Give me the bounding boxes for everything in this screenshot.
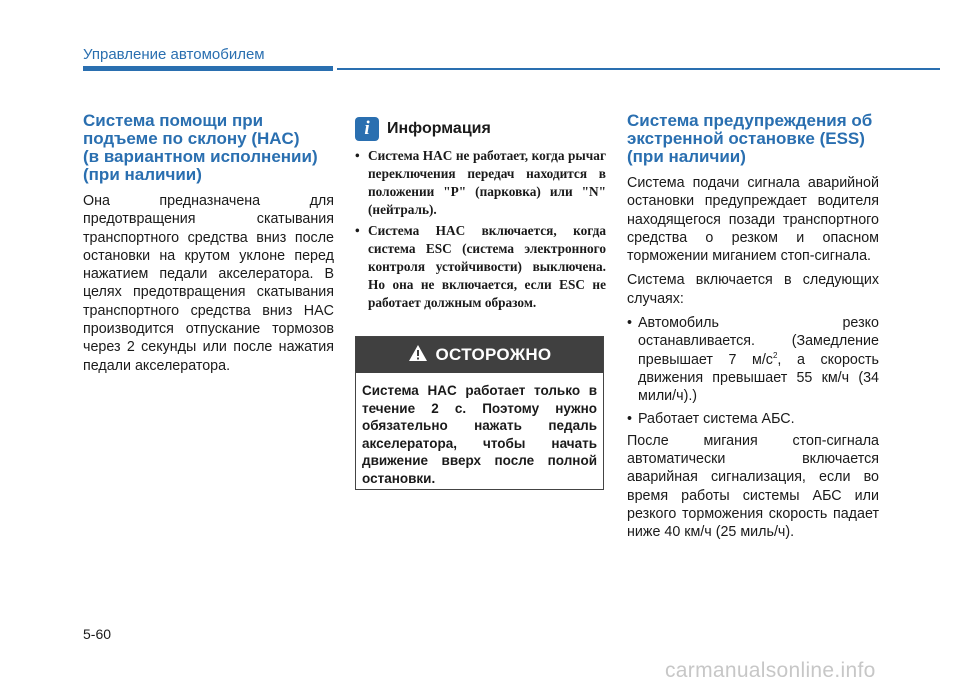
- ess-title-line: экстренной остановке (ESS): [627, 129, 865, 148]
- bullet-mark: •: [627, 410, 633, 427]
- condition-text: Работает система АБС.: [638, 410, 795, 427]
- warning-triangle-icon: [408, 344, 428, 367]
- right-column: [627, 112, 879, 548]
- ess-title-line: (при наличии): [627, 147, 746, 166]
- header-rule-thick: [83, 66, 333, 71]
- ess-hazard-note: После мигания стоп-сигнала автоматически включается аварийная сигнализация, если во время работы системы АБС или резкого торможения скорость падает ниже 40 км/ч (25 миль/ч).: [627, 432, 879, 541]
- condition-text-end: , а скорость движения превышает 55 км/ч (34 мили/ч).): [638, 351, 880, 405]
- caution-box: [355, 336, 604, 490]
- caution-header: [356, 337, 603, 373]
- info-item: [355, 222, 606, 312]
- bullet-mark: •: [627, 315, 633, 332]
- ess-condition-item: [627, 410, 879, 428]
- info-title: Информация: [387, 120, 491, 137]
- info-item-text: Система HAC не работает, когда рычаг переключения передач находится в положении "P" (парковка) или "N" (нейтраль).: [368, 148, 606, 217]
- hac-title-line: подъеме по склону (HAC): [83, 129, 300, 148]
- info-list: [355, 147, 606, 312]
- bullet-mark: •: [355, 148, 360, 163]
- hac-title-line: Система помощи при: [83, 111, 264, 130]
- info-item-text: Система HAC включается, когда система ESC (система электронного контроля устойчивости) выключена. Но она не включается, если ESC не работает должным образом.: [368, 223, 606, 310]
- ess-description: Система подачи сигнала аварийной остановки предупреждает водителя находящегося позади транспортного средства о резком и опасном торможении миганием стоп-сигнала.: [627, 175, 879, 265]
- hac-title-line: (в вариантном исполнении): [83, 147, 318, 166]
- info-icon: i: [355, 117, 379, 141]
- hac-title-line: (при наличии): [83, 165, 202, 184]
- section-header: Управление автомобилем: [83, 46, 265, 63]
- left-column: [83, 112, 334, 381]
- page-number: 5-60: [83, 626, 112, 642]
- caution-label: ОСТОРОЖНО: [435, 345, 552, 364]
- header-rule-thin: [337, 68, 940, 70]
- ess-title-line: Система предупреждения об: [627, 111, 873, 130]
- middle-column: [355, 112, 606, 315]
- info-item: [355, 147, 606, 219]
- hac-title: [83, 112, 334, 184]
- watermark: carmanualsonline.info: [665, 659, 876, 682]
- condition-text-start: Автомобиль резко останавливается. (Замедление превышает 7 м/с: [638, 315, 879, 368]
- superscript: 2: [772, 350, 778, 360]
- info-header: [355, 117, 606, 141]
- bullet-mark: •: [355, 223, 360, 238]
- ess-conditions-list: [627, 314, 879, 428]
- ess-conditions-intro: Система включается в следующих случаях:: [627, 272, 879, 307]
- caution-text: Система HAC работает только в течение 2 с. Поэтому нужно обязательно нажать педаль акселератора, чтобы начать движение вверх после полной остановки.: [362, 383, 597, 486]
- ess-title: [627, 112, 879, 166]
- hac-description: Она предназначена для предотвращения скатывания транспортного средства вниз после остановки на крутом уклоне перед нажатием педали акселератора. В целях предотвращения скатывания транспортного средства вниз HAC производится отпускание тормозов через 2 секунды или после нажатия педали акселератора.: [83, 193, 334, 374]
- ess-condition-item: [627, 314, 879, 405]
